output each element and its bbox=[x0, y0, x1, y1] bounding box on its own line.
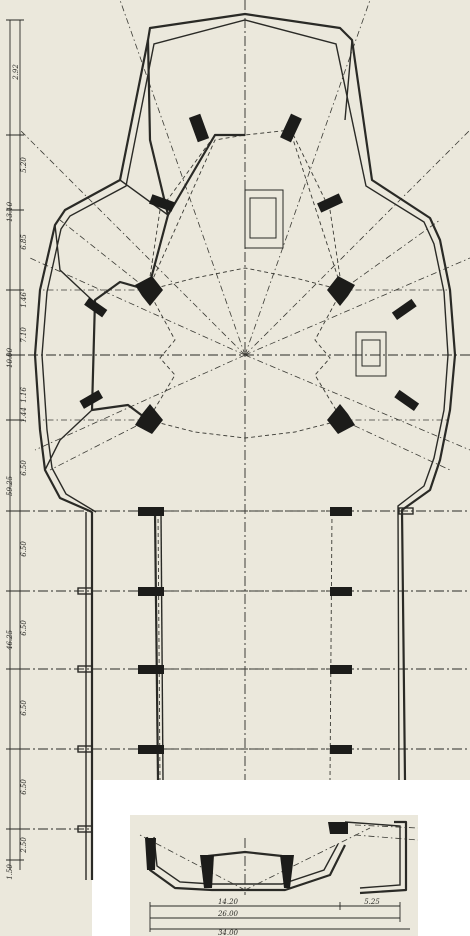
dim-label: 2.92 bbox=[12, 64, 20, 80]
dim-label: 14.20 bbox=[217, 898, 239, 906]
pier bbox=[330, 745, 352, 754]
dim-label: 59.25 bbox=[6, 475, 14, 497]
pier bbox=[138, 587, 164, 596]
dim-label: 2.50 bbox=[20, 837, 28, 853]
dim-label: 6.50 bbox=[20, 541, 28, 557]
dim-label: 5.25 bbox=[364, 898, 380, 906]
pier bbox=[328, 822, 348, 834]
pier bbox=[138, 507, 164, 516]
dim-label: 10.00 bbox=[6, 347, 14, 369]
dim-label: 6.50 bbox=[20, 700, 28, 716]
dim-label: 13.10 bbox=[6, 201, 14, 223]
dim-label: 1.16 bbox=[20, 387, 28, 403]
dim-label: 26.00 bbox=[217, 910, 239, 918]
dim-label: 34.00 bbox=[217, 929, 239, 936]
pier bbox=[330, 587, 352, 596]
pier bbox=[330, 507, 352, 516]
dim-label: 1.46 bbox=[20, 292, 28, 308]
dim-label: 6.50 bbox=[20, 620, 28, 636]
main-sheet-lower-left bbox=[0, 780, 92, 936]
dim-label: 7.10 bbox=[20, 327, 28, 343]
dim-label: 5.20 bbox=[20, 157, 28, 173]
dim-label: 1.44 bbox=[20, 407, 28, 423]
pier bbox=[330, 665, 352, 674]
dim-label: 6.50 bbox=[20, 779, 28, 795]
dim-label: 6.85 bbox=[20, 234, 28, 250]
pier bbox=[138, 745, 164, 754]
dim-label: 46.25 bbox=[6, 629, 14, 651]
pier bbox=[138, 665, 164, 674]
dim-label: 1.50 bbox=[6, 864, 14, 880]
dim-label: 6.50 bbox=[20, 460, 28, 476]
